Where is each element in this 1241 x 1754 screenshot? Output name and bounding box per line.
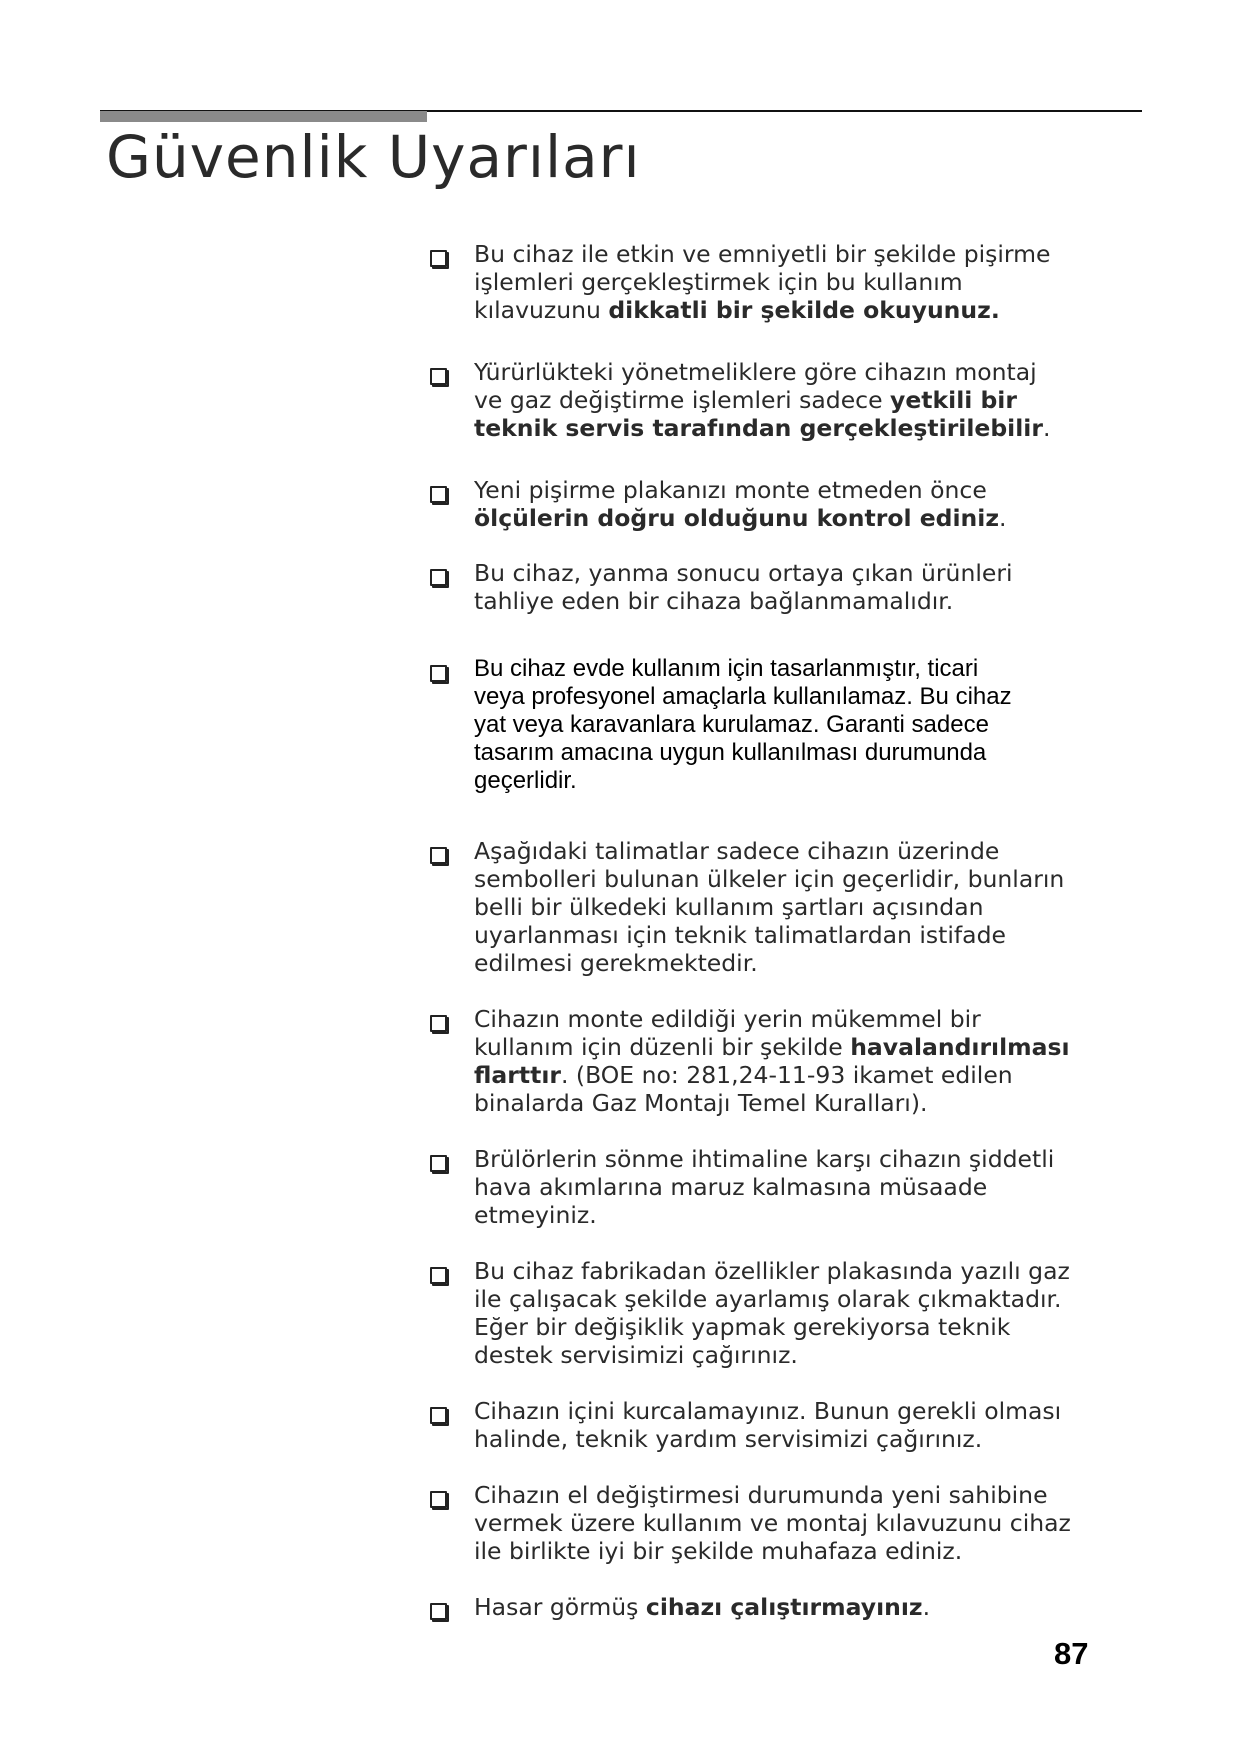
checkbox-bullet-icon <box>430 1603 447 1620</box>
warning-lead: Bu cihaz fabrikadan özellikler plakasında yazılı gaz ile çalışacak şekilde ayarlamış olarak çıkmaktadır. Eğer bir değişiklik yapmak gerekiyorsa teknik destek servisimizi çağırınız. <box>474 1257 1070 1369</box>
list-item <box>430 1257 1160 1369</box>
warning-text <box>474 1005 1160 1117</box>
warning-lead: Yürürlükteki yönetmeliklere göre cihazın montaj ve gaz değiştirme işlemleri sadece <box>474 358 1037 414</box>
warning-lead: Cihazın içini kurcalamayınız. Bunun gerekli olması halinde, teknik yardım servisimizi çağırınız. <box>474 1397 1062 1453</box>
list-item <box>430 240 1160 324</box>
header-rule-accent <box>100 111 427 122</box>
checkbox-bullet-icon <box>430 1407 447 1424</box>
warning-emphasis: dikkatli bir şekilde okuyunuz. <box>608 296 1000 324</box>
warning-lead: Brülörlerin sönme ihtimaline karşı cihazın şiddetli hava akımlarına maruz kalmasına müsaade etmeyiniz. <box>474 1145 1055 1229</box>
warning-lead: Bu cihaz evde kullanım için tasarlanmıştır, ticari veya profesyonel amaçlarla kullanılamaz. Bu cihaz yat veya karavanlara kurulamaz. Garanti sadece tasarım amacına uygun kullanılması durumunda geçerlidir. <box>474 655 1012 794</box>
warning-text <box>474 476 1160 532</box>
warning-emphasis: cihazı çalıştırmayınız <box>645 1593 923 1621</box>
warning-lead: Hasar görmüş <box>474 1593 646 1621</box>
list-item <box>430 476 1160 532</box>
warning-text <box>474 655 1160 795</box>
warning-text <box>474 1481 1160 1565</box>
warning-lead: Bu cihaz ile etkin ve emniyetli bir şekilde pişirme işlemleri gerçekleştirmek için bu kullanım kılavuzunu <box>474 240 1051 324</box>
warning-lead: Aşağıdaki talimatlar sadece cihazın üzerinde sembolleri bulunan ülkeler için geçerlidir, bunların belli bir ülkedeki kullanım şartları açısından uyarlanması için teknik talimatlardan istifade edilmesi gerekmektedir. <box>474 837 1065 977</box>
safety-warnings-list <box>430 240 1160 1621</box>
checkbox-bullet-icon <box>430 250 447 267</box>
checkbox-bullet-icon <box>430 665 447 682</box>
list-item <box>430 1145 1160 1229</box>
list-item <box>430 559 1160 615</box>
warning-lead: Bu cihaz, yanma sonucu ortaya çıkan ürünleri tahliye eden bir cihaza bağlanmamalıdır. <box>474 559 1013 615</box>
checkbox-bullet-icon <box>430 1155 447 1172</box>
warning-lead: Yeni pişirme plakanızı monte etmeden önce <box>474 476 987 504</box>
checkbox-bullet-icon <box>430 1491 447 1508</box>
checkbox-bullet-icon <box>430 1267 447 1284</box>
checkbox-bullet-icon <box>430 847 447 864</box>
list-item <box>430 1481 1160 1565</box>
warning-emphasis: havalandırılması flarttır <box>474 1033 1070 1089</box>
list-item <box>430 837 1160 977</box>
list-item <box>430 358 1160 442</box>
checkbox-bullet-icon <box>430 1015 447 1032</box>
warning-text <box>474 837 1160 977</box>
warning-tail: . <box>999 504 1007 532</box>
list-item <box>430 655 1160 795</box>
warning-text <box>474 1397 1160 1453</box>
warning-lead: Cihazın el değiştirmesi durumunda yeni sahibine vermek üzere kullanım ve montaj kılavuzunu cihaz ile birlikte iyi bir şekilde muhafaza ediniz. <box>474 1481 1071 1565</box>
warning-tail: . (BOE no: 281,24-11-93 ikamet edilen binalarda Gaz Montajı Temel Kuralları). <box>474 1061 1013 1117</box>
checkbox-bullet-icon <box>430 368 447 385</box>
warning-text <box>474 1145 1160 1229</box>
warning-tail: . <box>922 1593 931 1621</box>
list-item <box>430 1397 1160 1453</box>
list-item <box>430 1593 1160 1621</box>
warning-text <box>474 1593 1160 1621</box>
warning-tail: . <box>1042 414 1051 442</box>
checkbox-bullet-icon <box>430 486 447 503</box>
warning-emphasis: ölçülerin doğru olduğunu kontrol ediniz <box>474 504 999 532</box>
warning-text <box>474 559 1160 615</box>
warning-text <box>474 240 1160 324</box>
warning-lead: Cihazın monte edildiği yerin mükemmel bir kullanım için düzenli bir şekilde <box>474 1005 981 1061</box>
list-item <box>430 1005 1160 1117</box>
warning-text <box>474 358 1160 442</box>
checkbox-bullet-icon <box>430 569 447 586</box>
warning-text <box>474 1257 1160 1369</box>
page-title: Güvenlik Uyarıları <box>106 123 641 191</box>
page-number: 87 <box>1054 1636 1089 1671</box>
warning-emphasis: yetkili bir teknik servis tarafından gerçekleştirilebilir <box>474 386 1043 442</box>
